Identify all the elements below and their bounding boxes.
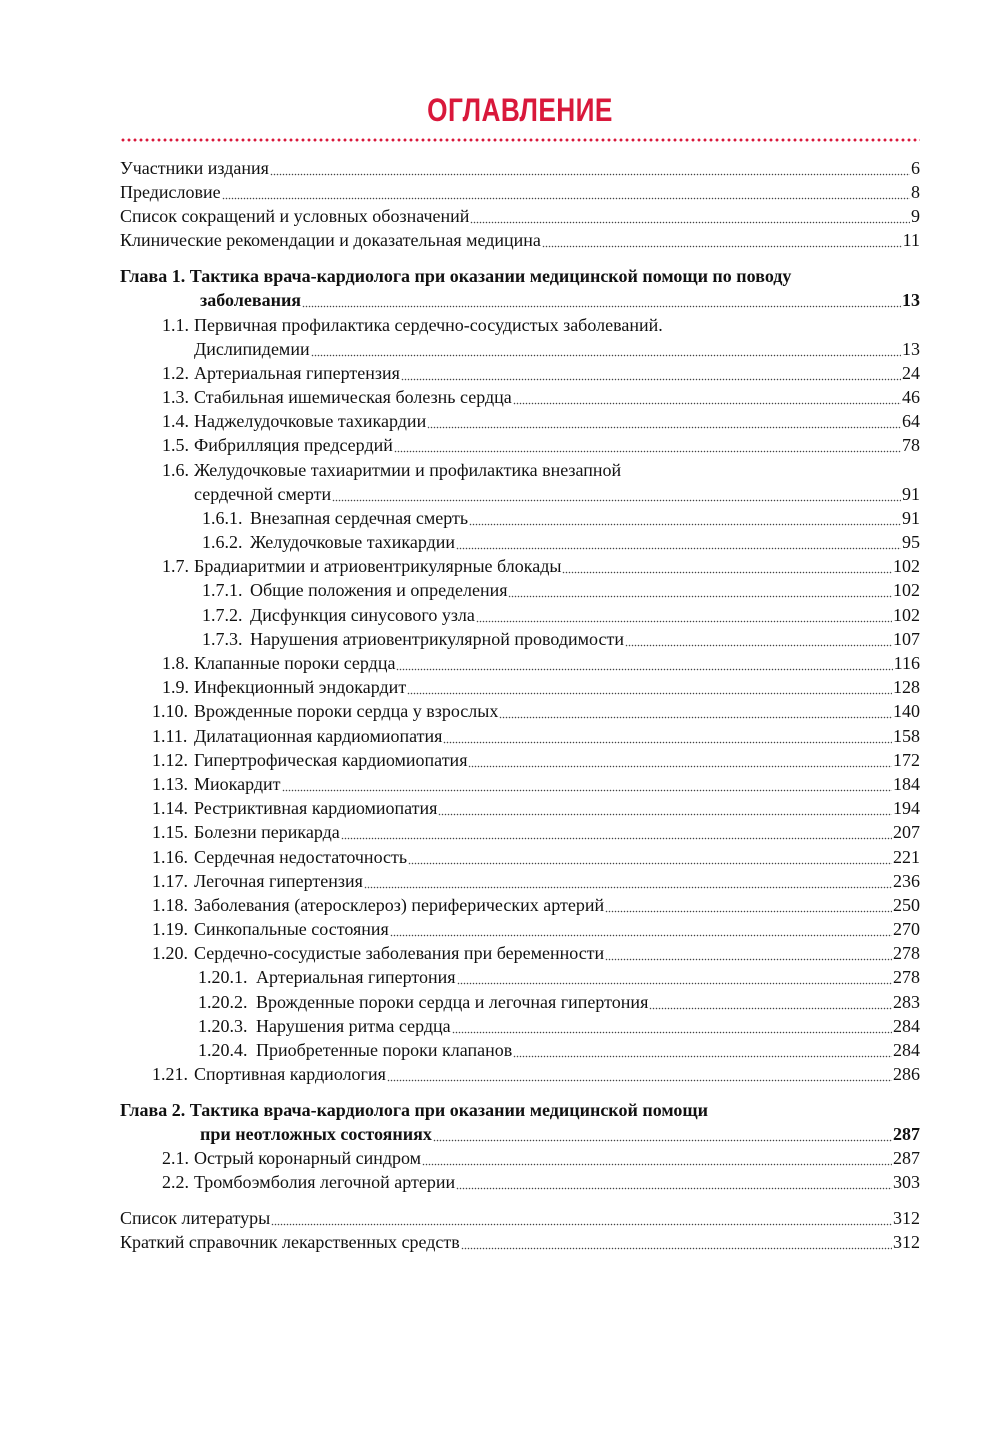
dot-leader (513, 1038, 892, 1062)
section-number: 2.1. (162, 1148, 189, 1168)
entry-title: Тромбоэмболия легочной артерии (194, 1172, 456, 1192)
dot-leader (605, 941, 892, 965)
dot-leader (271, 1206, 892, 1230)
entry-title: Фибрилляция предсердий (194, 435, 393, 455)
section-number: 1.7.2. (202, 605, 243, 625)
dot-leader (649, 990, 892, 1014)
entry-title: Стабильная ишемическая болезнь сердца (194, 387, 512, 407)
section-number: 1.6.2. (202, 532, 243, 552)
dot-leader (605, 893, 892, 917)
toc-entry-1-20-2[interactable] (120, 990, 920, 1014)
dot-leader (401, 361, 901, 385)
page-number: 116 (893, 653, 920, 673)
page-number: 287 (893, 1124, 920, 1144)
section-number: 1.19. (152, 919, 188, 939)
toc-entry-2-2[interactable] (120, 1170, 920, 1194)
section-number: 1.15. (152, 822, 188, 842)
section-number: 1.12. (152, 750, 188, 770)
entry-title: Клинические рекомендации и доказательная медицина (120, 230, 541, 250)
toc-entry-1-4[interactable] (120, 409, 920, 433)
toc-entry-1-15[interactable] (120, 820, 920, 844)
toc-entry-1-6-a[interactable] (120, 458, 920, 482)
section-number: 1.21. (152, 1064, 188, 1084)
toc-entry-1-10[interactable] (120, 699, 920, 723)
toc-entry-guidelines[interactable] (120, 228, 920, 252)
section-number: 1.1. (162, 315, 189, 335)
entry-title: Легочная гипертензия (194, 871, 363, 891)
section-number: 1.18. (152, 895, 188, 915)
dot-leader (499, 699, 892, 723)
entry-title: Нарушения атриовентрикулярной проводимости (250, 629, 624, 649)
section-number: 2.2. (162, 1172, 189, 1192)
page-number: 312 (893, 1208, 920, 1228)
page-number: 221 (893, 847, 920, 867)
dot-leader (468, 748, 892, 772)
page-number: 46 (902, 387, 920, 407)
dot-leader (456, 1170, 892, 1194)
entry-title: заболевания (200, 290, 302, 310)
chapter-2-title: Глава 2. Тактика врача-кардиолога при оказании медицинской помощи (120, 1100, 708, 1120)
entry-title: Сердечно-сосудистые заболевания при беременности (194, 943, 605, 963)
entry-title: Краткий справочник лекарственных средств (120, 1232, 460, 1252)
toc-entry-contributors[interactable] (120, 156, 920, 180)
toc-entry-1-6-2[interactable] (120, 530, 920, 554)
page-number: 140 (893, 701, 920, 721)
dot-leader (513, 385, 901, 409)
toc-entry-1-9[interactable] (120, 675, 920, 699)
page-number: 278 (893, 967, 920, 987)
entry-title: Дилатационная кардиомиопатия (194, 726, 443, 746)
toc-entry-chapter-2[interactable] (120, 1122, 920, 1146)
dot-leader (456, 530, 901, 554)
page-number: 13 (902, 339, 920, 359)
toc-entry-2-1[interactable] (120, 1146, 920, 1170)
page-number: 303 (893, 1172, 920, 1192)
dot-leader (311, 337, 901, 361)
dot-leader (461, 1230, 892, 1254)
section-number: 1.10. (152, 701, 188, 721)
section-number: 1.20.1. (198, 967, 248, 987)
section-number: 1.20. (152, 943, 188, 963)
dot-leader (562, 554, 892, 578)
page-number: 284 (893, 1016, 920, 1036)
toc-entry-1-1-a[interactable] (120, 313, 920, 337)
toc-entry-1-3[interactable] (120, 385, 920, 409)
section-number: 1.13. (152, 774, 188, 794)
dot-leader (364, 869, 892, 893)
page-number: 312 (893, 1232, 920, 1252)
section-number: 1.6.1. (202, 508, 243, 528)
toc-entry-1-20[interactable] (120, 941, 920, 965)
dot-leader (427, 409, 901, 433)
toc-entry-1-16[interactable] (120, 845, 920, 869)
toc-entry-1-7-2[interactable] (120, 603, 920, 627)
page-number: 8 (911, 182, 920, 202)
page-number: 236 (893, 871, 920, 891)
toc-entry-1-18[interactable] (120, 893, 920, 917)
section-number: 1.14. (152, 798, 188, 818)
page-number: 102 (893, 556, 920, 576)
toc-entry-1-5[interactable] (120, 433, 920, 457)
dot-leader (452, 1014, 892, 1038)
toc-entry-1-1[interactable] (120, 337, 920, 361)
page-number: 13 (902, 290, 920, 310)
entry-title: Дислипидемии (194, 339, 310, 359)
page-number: 102 (893, 605, 920, 625)
toc-entry-1-7-1[interactable] (120, 578, 920, 602)
entry-title: Желудочковые тахиаритмии и профилактика внезапной (194, 460, 622, 480)
toc-entry-1-6[interactable] (120, 482, 920, 506)
section-number: 1.20.4. (198, 1040, 248, 1060)
page-number: 102 (893, 580, 920, 600)
section-number: 1.7.1. (202, 580, 243, 600)
page-number: 286 (893, 1064, 920, 1084)
toc-entry-1-13[interactable] (120, 772, 920, 796)
entry-title: Приобретенные пороки клапанов (256, 1040, 513, 1060)
toc-entry-abbreviations[interactable] (120, 204, 920, 228)
entry-title: Клапанные пороки сердца (194, 653, 396, 673)
dot-leader (433, 1122, 892, 1146)
dot-leader (270, 156, 910, 180)
page-title: ОГЛАВЛЕНИЕ (427, 92, 613, 128)
section-number: 1.6. (162, 460, 189, 480)
dot-leader (443, 724, 892, 748)
toc-entry-preface[interactable] (120, 180, 920, 204)
toc-entry-1-14[interactable] (120, 796, 920, 820)
entry-title: Список сокращений и условных обозначений (120, 206, 470, 226)
dot-leader (469, 506, 901, 530)
entry-title: Миокардит (194, 774, 281, 794)
page-number: 91 (902, 484, 920, 504)
toc-entry-chapter-1[interactable] (120, 288, 920, 312)
page-number: 278 (893, 943, 920, 963)
dot-leader (625, 627, 892, 651)
entry-title: Желудочковые тахикардии (250, 532, 456, 552)
dot-leader (222, 180, 910, 204)
section-number: 1.7.3. (202, 629, 243, 649)
toc-entry-1-8[interactable] (120, 651, 920, 675)
entry-title: Дисфункция синусового узла (250, 605, 475, 625)
section-number: 1.20.2. (198, 992, 248, 1012)
dot-leader (422, 1146, 892, 1170)
section-number: 1.9. (162, 677, 189, 697)
page-number: 284 (893, 1040, 920, 1060)
dotted-divider (120, 138, 920, 142)
chapter-1-title: Глава 1. Тактика врача-кардиолога при оказании медицинской помощи по поводу (120, 266, 792, 286)
section-number: 1.17. (152, 871, 188, 891)
dot-leader (282, 772, 892, 796)
section-number: 1.16. (152, 847, 188, 867)
entry-title: Общие положения и определения (250, 580, 508, 600)
dot-leader (332, 482, 901, 506)
dot-leader (396, 651, 892, 675)
dot-leader (387, 1062, 892, 1086)
page-number: 9 (911, 206, 920, 226)
toc-entry-1-7[interactable] (120, 554, 920, 578)
entry-title: Нарушения ритма сердца (256, 1016, 451, 1036)
dot-leader (390, 917, 892, 941)
entry-title: Первичная профилактика сердечно-сосудистых заболеваний. (194, 315, 663, 335)
toc-entry-drug-reference[interactable] (120, 1230, 920, 1254)
section-number: 1.3. (162, 387, 189, 407)
entry-title: Наджелудочковые тахикардии (194, 411, 427, 431)
toc-entry-1-17[interactable] (120, 869, 920, 893)
page-number: 287 (893, 1148, 920, 1168)
entry-title: Спортивная кардиология (194, 1064, 386, 1084)
section-number: 1.11. (152, 726, 188, 746)
page-number: 207 (893, 822, 920, 842)
toc-entry-1-11[interactable] (120, 724, 920, 748)
entry-title: Артериальная гипертензия (194, 363, 400, 383)
page-number: 194 (893, 798, 920, 818)
entry-title: сердечной смерти (194, 484, 332, 504)
section-number: 1.4. (162, 411, 189, 431)
entry-title: Рестриктивная кардиомиопатия (194, 798, 438, 818)
entry-title: Заболевания (атеросклероз) периферических артерий (194, 895, 605, 915)
page-number: 172 (893, 750, 920, 770)
page-number: 283 (893, 992, 920, 1012)
entry-title: Инфекционный эндокардит (194, 677, 407, 697)
entry-title: Внезапная сердечная смерть (250, 508, 469, 528)
entry-title: Гипертрофическая кардиомиопатия (194, 750, 468, 770)
entry-title: Сердечная недостаточность (194, 847, 408, 867)
entry-title: при неотложных состояниях (200, 1124, 432, 1144)
entry-title: Предисловие (120, 182, 221, 202)
toc-entry-1-7-3[interactable] (120, 627, 920, 651)
entry-title: Острый коронарный синдром (194, 1148, 422, 1168)
dot-leader (457, 965, 892, 989)
toc-entry-references[interactable] (120, 1206, 920, 1230)
dot-leader (302, 288, 901, 312)
toc-entry-1-12[interactable] (120, 748, 920, 772)
page-number: 95 (902, 532, 920, 552)
page-number: 184 (893, 774, 920, 794)
page-number: 24 (902, 363, 920, 383)
page-number: 91 (902, 508, 920, 528)
toc-entry-1-20-1[interactable] (120, 965, 920, 989)
section-number: 1.2. (162, 363, 189, 383)
page-number: 270 (893, 919, 920, 939)
toc-entry-1-20-4[interactable] (120, 1038, 920, 1062)
dot-leader (470, 204, 910, 228)
dot-leader (542, 228, 902, 252)
toc-entry-1-21[interactable] (120, 1062, 920, 1086)
entry-title: Брадиаритмии и атриовентрикулярные блокады (194, 556, 562, 576)
entry-title: Врожденные пороки сердца и легочная гипертония (256, 992, 649, 1012)
page-number: 6 (911, 158, 920, 178)
page-number: 11 (902, 230, 920, 250)
entry-title: Список литературы (120, 1208, 271, 1228)
dot-leader (408, 845, 892, 869)
entry-title: Врожденные пороки сердца у взрослых (194, 701, 499, 721)
toc-entry-1-19[interactable] (120, 917, 920, 941)
dot-leader (476, 603, 892, 627)
section-number: 1.20.3. (198, 1016, 248, 1036)
page-number: 158 (893, 726, 920, 746)
dot-leader (341, 820, 892, 844)
entry-title: Синкопальные состояния (194, 919, 389, 939)
toc-entry-1-2[interactable] (120, 361, 920, 385)
toc-entry-1-20-3[interactable] (120, 1014, 920, 1038)
entry-title: Артериальная гипертония (256, 967, 456, 987)
page-number: 107 (893, 629, 920, 649)
entry-title: Участники издания (120, 158, 269, 178)
section-number: 1.7. (162, 556, 189, 576)
page-number: 250 (893, 895, 920, 915)
section-number: 1.5. (162, 435, 189, 455)
toc-entry-1-6-1[interactable] (120, 506, 920, 530)
page-number: 128 (893, 677, 920, 697)
dot-leader (508, 578, 892, 602)
dot-leader (438, 796, 892, 820)
dot-leader (407, 675, 892, 699)
section-number: 1.8. (162, 653, 189, 673)
page-number: 64 (902, 411, 920, 431)
entry-title: Болезни перикарда (194, 822, 340, 842)
dot-leader (394, 433, 901, 457)
page-number: 78 (902, 435, 920, 455)
